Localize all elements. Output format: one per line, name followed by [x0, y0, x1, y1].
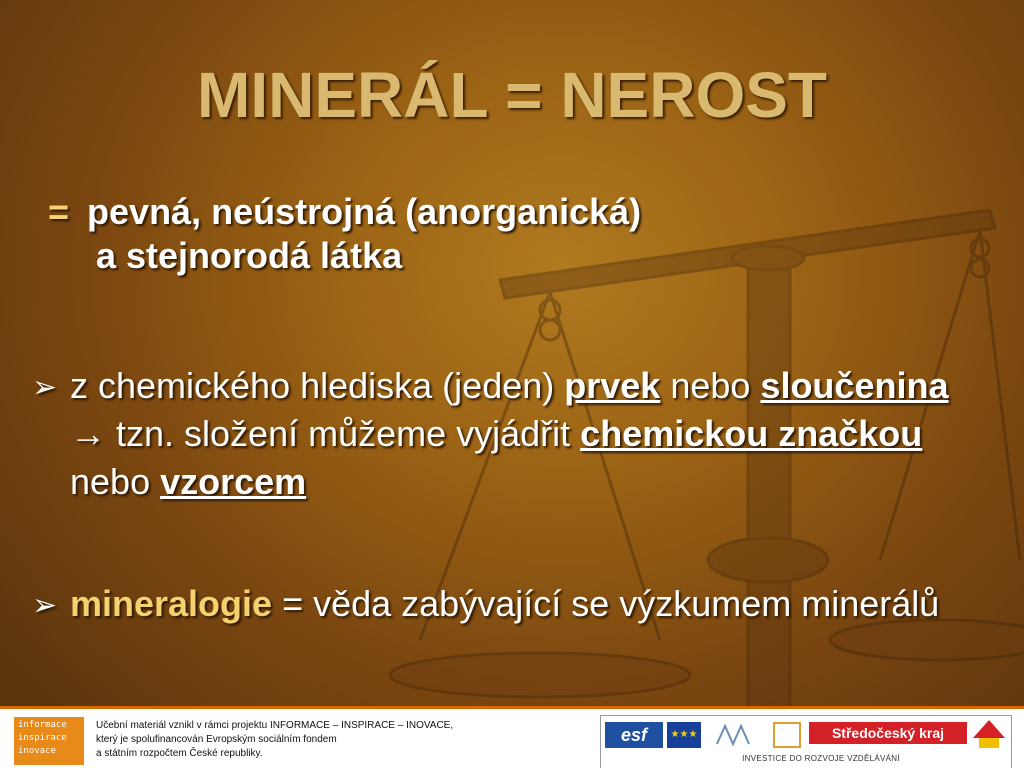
footer-text: [96, 719, 516, 761]
partner-logos: [600, 715, 1012, 768]
esf-logo: esf: [605, 722, 663, 748]
bullet-1-text-b: nebo: [660, 365, 761, 406]
definition: [48, 190, 641, 278]
investment-caption: INVESTICE DO ROZVOJE VZDĚLÁVÁNÍ: [742, 754, 900, 763]
msmt-logo: [711, 720, 767, 750]
bullet-1-text-a: z chemického hlediska (jeden): [70, 365, 565, 406]
bullet-1-text-c: → tzn. složení můžeme vyjádřit: [70, 413, 581, 454]
crest-icon: [971, 718, 1007, 752]
arrow-bullet-icon: ➢: [32, 371, 58, 404]
project-logo: informace inspirace inovace: [14, 717, 84, 765]
definition-equals: =: [48, 191, 70, 232]
footer-text-line-2: který je spolufinancován Evropským sociálním fondem: [96, 734, 337, 745]
bullet-chemical-view: [32, 362, 992, 506]
term-vzorec: vzorcem: [160, 461, 307, 502]
definition-line-2: a stejnorodá látka: [96, 235, 403, 276]
bullet-2-text: [32, 580, 992, 628]
bullet-mineralogy: [32, 580, 992, 628]
definition-line-1: pevná, neústrojná (anorganická): [87, 191, 642, 232]
bullet-1-text-d: nebo: [70, 461, 161, 502]
footer-text-line-3: a státním rozpočtem České republiky.: [96, 748, 263, 759]
investment-logo: [773, 722, 801, 748]
footer-text-line-1: Učební materiál vznikl v rámci projektu INFORMACE – INSPIRACE – INOVACE,: [96, 720, 454, 731]
bullet-2-text-a: = věda zabývající se výzkumem minerálů: [272, 583, 940, 624]
arrow-bullet-icon: ➢: [32, 589, 58, 622]
term-chemicka-znacka: chemickou značkou: [580, 413, 923, 454]
region-logo: Středočeský kraj: [809, 722, 967, 744]
bullet-1-text: [32, 362, 992, 506]
term-mineralogie: mineralogie: [70, 583, 273, 624]
term-sloucenina: sloučenina: [760, 365, 949, 406]
footer: [0, 706, 1024, 768]
term-prvek: prvek: [564, 365, 661, 406]
eu-flag-icon: ★★★: [667, 722, 701, 748]
slide-title: MINERÁL = NEROST: [197, 59, 827, 131]
